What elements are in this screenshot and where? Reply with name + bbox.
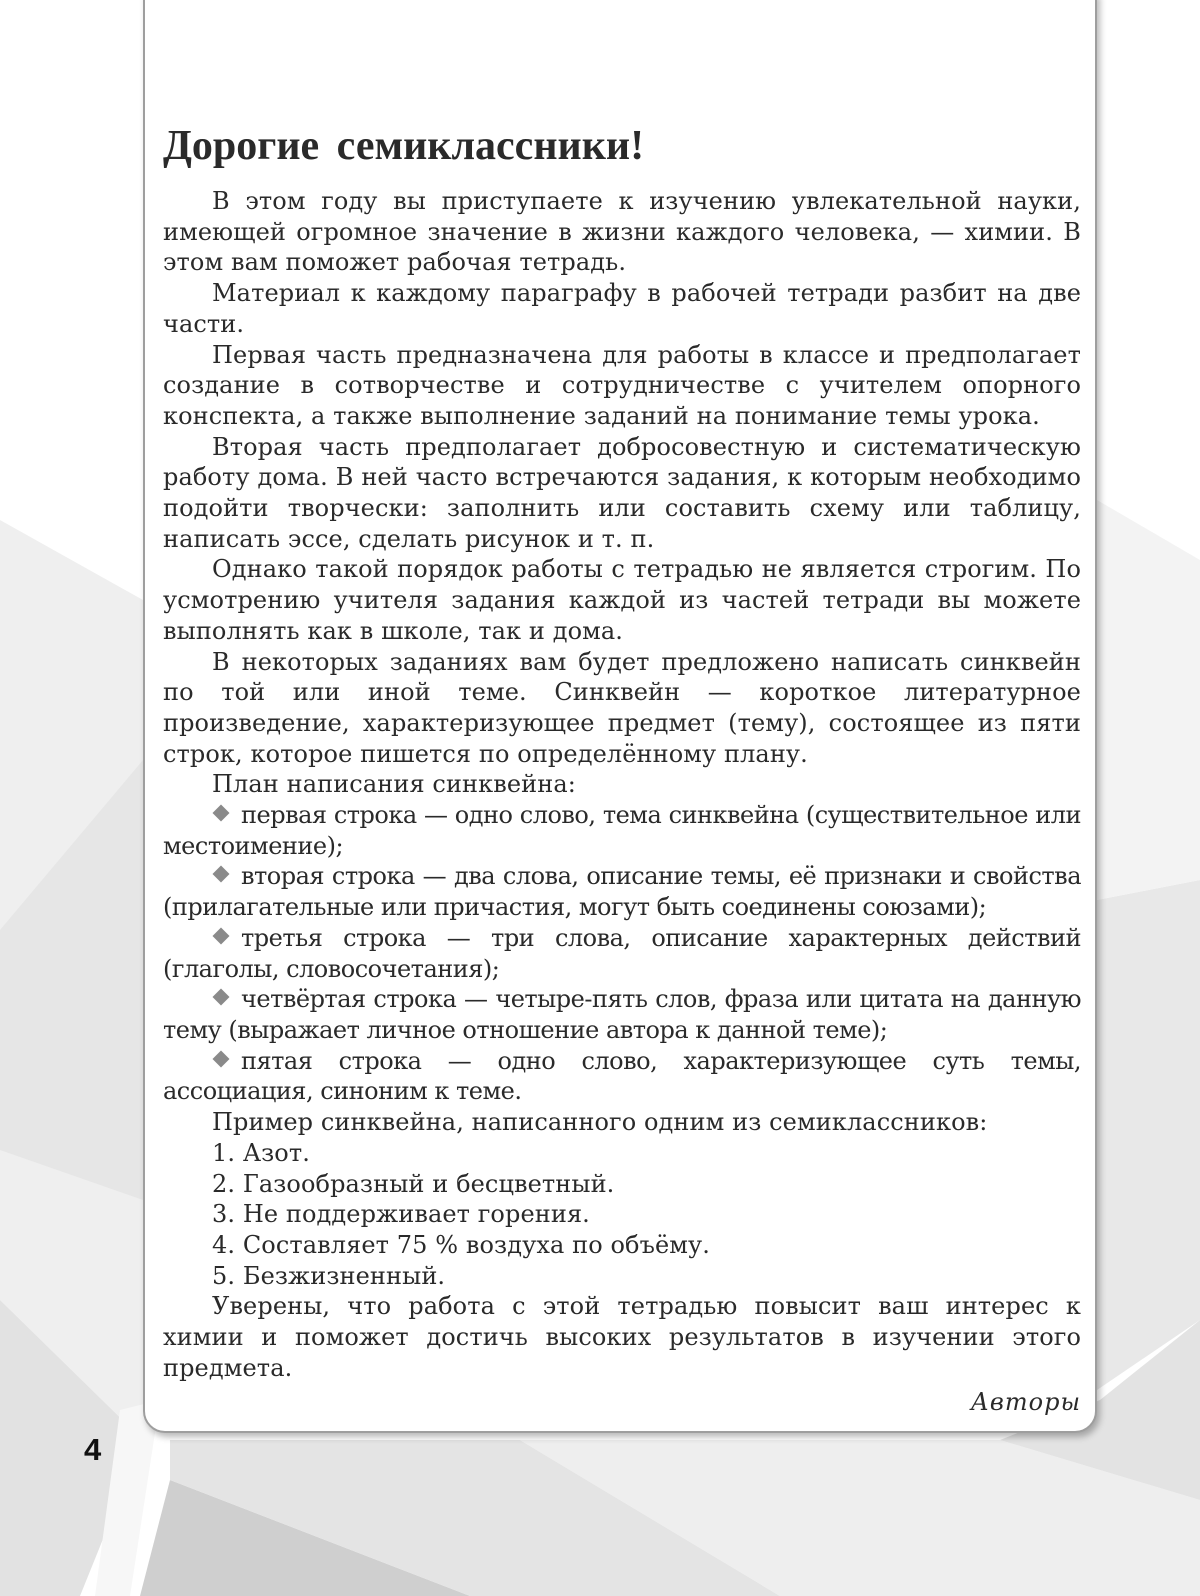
plan-item (163, 861, 1081, 922)
plan-item (163, 800, 1081, 861)
authors-signature: Авторы (970, 1388, 1081, 1417)
example-line: 3. Не поддерживает горения. (212, 1200, 590, 1229)
example-line: 5. Безжизненный. (212, 1261, 446, 1290)
page-content (163, 120, 1081, 1417)
plan-item (163, 1046, 1081, 1107)
page-title: Дорогие семиклассники! (163, 123, 645, 169)
plan-item-text: четвёртая строка — четыре-пять слов, фраза или цитата на данную тему (выражает личное отношение автора к данной теме); (163, 985, 1081, 1044)
plan-heading: План написания синквейна: (212, 770, 576, 799)
paragraph-structure: Материал к каждому параграфу в рабочей тетради разбит на две части. (163, 279, 1081, 338)
body-text (163, 186, 1081, 1383)
diamond-bullet-icon (213, 989, 230, 1006)
paragraph-closing: Уверены, что работа с этой тетрадью повысит ваш интерес к химии и поможет достичь высоких результатов в изучении этого предмета. (163, 1292, 1081, 1382)
paragraph-part-one: Первая часть предназначена для работы в классе и предполагает создание в сотворчестве и сотрудничестве с учителем опорного конспекта, а также выполнение заданий на понимание темы урока. (163, 340, 1081, 430)
page-number: 4 (84, 1432, 102, 1467)
diamond-bullet-icon (213, 805, 230, 822)
example-line: 4. Составляет 75 % воздуха по объёму. (212, 1230, 710, 1259)
diamond-bullet-icon (213, 927, 230, 944)
example-heading: Пример синквейна, написанного одним из семиклассников: (212, 1108, 988, 1137)
plan-item-text: вторая строка — два слова, описание темы, её признаки и свойства (прилагательные или причастия, могут быть соединены союзами); (163, 862, 1081, 922)
example-line: 1. Азот. (212, 1138, 310, 1167)
paragraph-order: Однако такой порядок работы с тетрадью не является строгим. По усмотрению учителя задания каждой из частей тетради вы можете выполнять как в школе, так и дома. (163, 555, 1081, 645)
plan-item-text: третья строка — три слова, описание характерных действий (глаголы, словосочетания); (163, 923, 1081, 983)
paragraph-intro: В этом году вы приступаете к изучению увлекательной науки, имеющей огромное значение в жизни каждого человека, — химии. В этом вам поможет рабочая тетрадь. (163, 187, 1081, 277)
plan-item-text: пятая строка — одно слово, характеризующее суть темы, ассоциация, синоним к теме. (163, 1046, 1081, 1106)
example-line: 2. Газообразный и бесцветный. (212, 1169, 615, 1198)
diamond-bullet-icon (213, 1050, 230, 1067)
plan-item (163, 923, 1081, 984)
paragraph-sinkwain: В некоторых заданиях вам будет предложено написать синквейн по той или иной теме. Синквейн — короткое литературное произведение, характеризующее предмет (тему), состоящее из пяти строк, которое пишется по определённому плану. (163, 647, 1081, 768)
diamond-bullet-icon (213, 866, 230, 883)
plan-item (163, 984, 1081, 1045)
plan-item-text: первая строка — одно слово, тема синквейна (существительное или местоимение); (163, 801, 1081, 860)
paragraph-part-two: Вторая часть предполагает добросовестную и систематическую работу дома. В ней часто встречаются задания, к которым необходимо подойти творчески: заполнить или составить схему или таблицу, написать эссе, сделать рисунок и т. п. (163, 432, 1081, 553)
